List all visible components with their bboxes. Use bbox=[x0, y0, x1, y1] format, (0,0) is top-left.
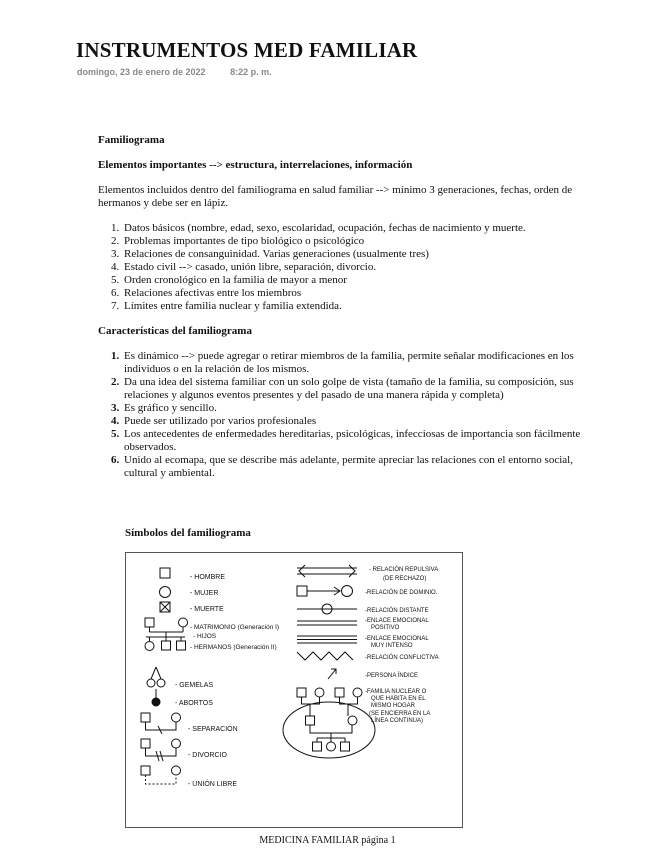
symbols-title: Símbolos del familiograma bbox=[125, 527, 251, 539]
label-hermanos: - HERMANOS (Generación II) bbox=[190, 644, 277, 651]
characteristics-list bbox=[98, 350, 588, 480]
label-nuclear-3: MISMO HOGAR bbox=[371, 703, 416, 709]
label-repulsiva-2: (DE RECHAZO) bbox=[383, 576, 427, 582]
list-item: 5. Orden cronológico en la familia de mayor a menor bbox=[122, 274, 588, 287]
label-union-libre: - UNIÓN LIBRE bbox=[188, 781, 238, 788]
label-intenso-1: -ENLACE EMOCIONAL bbox=[365, 636, 429, 642]
label-separacion: - SEPARACIÓN bbox=[188, 726, 238, 733]
label-persona-indice: -PERSONA ÍNDICE bbox=[365, 673, 419, 679]
elements-list bbox=[98, 222, 588, 313]
label-mujer: - MUJER bbox=[190, 590, 219, 597]
list-item: 3. Relaciones de consanguinidad. Varias generaciones (usualmente tres) bbox=[122, 248, 588, 261]
label-nuclear-2: QUE HABITA EN EL bbox=[371, 696, 426, 702]
page-footer: MEDICINA FAMILIAR página 1 bbox=[259, 835, 396, 846]
familiogram-symbols-figure bbox=[125, 552, 463, 828]
characteristics-heading: Características del familiograma bbox=[98, 325, 252, 337]
label-dominio: -RELACIÓN DE DOMINIO. bbox=[365, 590, 438, 596]
label-nuclear-4: (SE ENCIERRA EN LA bbox=[369, 711, 431, 717]
label-hombre: - HOMBRE bbox=[190, 574, 225, 581]
list-item: 2. Problemas importantes de tipo biológico o psicológico bbox=[122, 235, 588, 248]
list-item: 4. Estado civil --> casado, unión libre, separación, divorcio. bbox=[122, 261, 588, 274]
label-positivo-1: -ENLACE EMOCIONAL bbox=[365, 618, 429, 624]
label-muerte: - MUERTE bbox=[190, 606, 224, 613]
section-heading: Familiograma bbox=[98, 134, 165, 146]
note-time: 8:22 p. m. bbox=[230, 67, 272, 77]
list-item: 7. Límites entre familia nuclear y familia extendida. bbox=[122, 300, 588, 313]
list-item: 5. Los antecedentes de enfermedades hereditarias, psicológicas, infecciosas de importancia son fácilmente observados. bbox=[122, 428, 588, 454]
list-item: 4. Puede ser utilizado por varios profesionales bbox=[122, 415, 588, 428]
note-meta bbox=[77, 67, 294, 77]
list-item: 1. Es dinámico --> puede agregar o retirar miembros de la familia, permite señalar modificaciones en los individuos o en la relación de los mismos. bbox=[122, 350, 588, 376]
label-abortos: - ABORTOS bbox=[175, 700, 213, 707]
note-date: domingo, 23 de enero de 2022 bbox=[77, 67, 206, 77]
label-nuclear-1: -FAMILIA NUCLEAR O bbox=[365, 689, 427, 695]
section-paragraph: Elementos incluidos dentro del familiograma en salud familiar --> mínimo 3 generaciones, fechas, orden de hermanos y debe ser en lápiz. bbox=[98, 184, 573, 209]
label-gemelas: - GEMELAS bbox=[175, 682, 214, 689]
page-title: INSTRUMENTOS MED FAMILIAR bbox=[76, 38, 418, 62]
list-item: 2. Da una idea del sistema familiar con un solo golpe de vista (tamaño de la familia, su composición, sus relaciones y algunos eventos presentes y del pasado de una manera rápida y completa) bbox=[122, 376, 588, 402]
note-body bbox=[98, 134, 588, 480]
section-subheading: Elementos importantes --> estructura, interrelaciones, información bbox=[98, 159, 413, 171]
list-item: 6. Unido al ecomapa, que se describe más adelante, permite apreciar las relaciones con el entorno social, cultural y ambiental. bbox=[122, 454, 588, 480]
label-positivo-2: POSITIVO bbox=[371, 625, 400, 631]
list-item: 1. Datos básicos (nombre, edad, sexo, escolaridad, ocupación, fechas de nacimiento y muerte. bbox=[122, 222, 588, 235]
label-distante: -RELACIÓN DISTANTE bbox=[365, 608, 429, 614]
label-divorcio: - DIVORCIO bbox=[188, 752, 227, 759]
label-repulsiva-1: - RELACIÓN REPULSIVA bbox=[369, 567, 439, 573]
label-nuclear-5: LÍNEA CONTINUA) bbox=[371, 718, 424, 724]
list-item: 6. Relaciones afectivas entre los miembros bbox=[122, 287, 588, 300]
label-conflictiva: -RELACIÓN CONFLICTIVA bbox=[365, 655, 439, 661]
label-hijos: - HIJOS bbox=[193, 633, 217, 640]
label-matrimonio: - MATRIMONIO (Generación I) bbox=[190, 624, 280, 631]
label-intenso-2: MUY INTENSO bbox=[371, 643, 413, 649]
list-item: 3. Es gráfico y sencillo. bbox=[122, 402, 588, 415]
